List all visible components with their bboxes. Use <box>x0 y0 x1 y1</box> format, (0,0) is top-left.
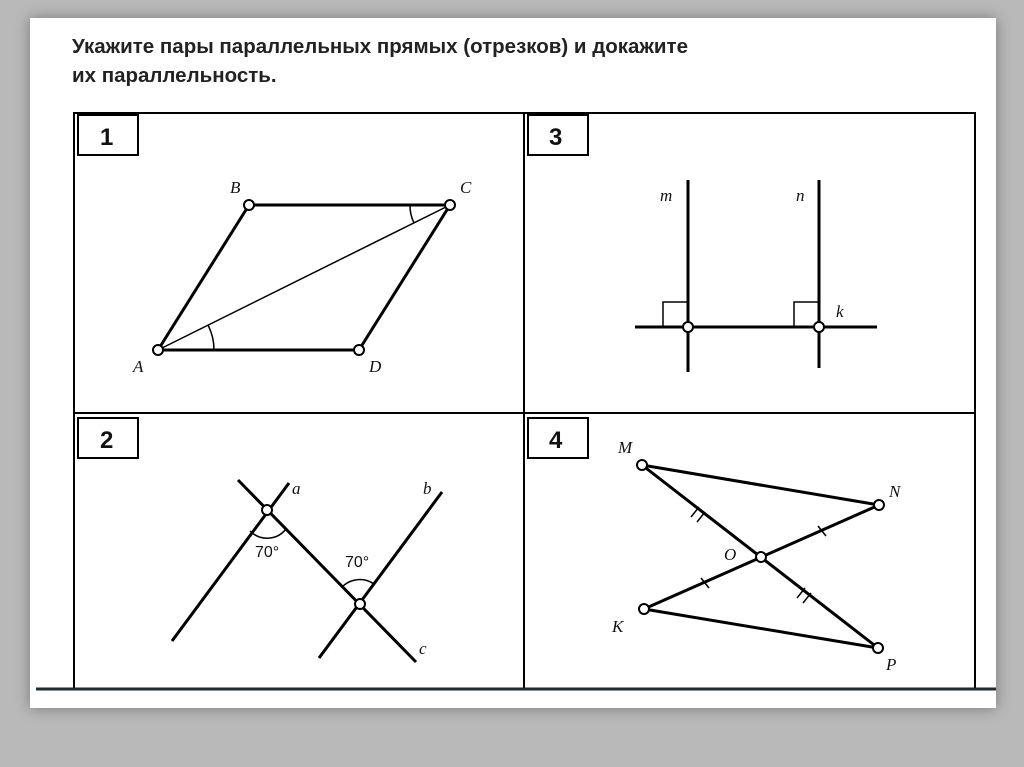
label-k: k <box>836 302 844 321</box>
label-m-point: M <box>618 438 633 457</box>
label-line-b: b <box>423 479 432 498</box>
point-k <box>639 604 649 614</box>
intersection-n-k <box>814 322 824 332</box>
label-d: D <box>369 357 382 376</box>
label-n-point: N <box>889 482 901 501</box>
intersection-b-c <box>355 599 365 609</box>
equal-marks-double <box>691 507 811 603</box>
angle-arc-a <box>208 325 214 350</box>
point-m <box>637 460 647 470</box>
panel-2-lines <box>172 480 442 662</box>
point-a <box>153 345 163 355</box>
segment-mn <box>642 465 879 505</box>
point-d <box>354 345 364 355</box>
point-o <box>756 552 766 562</box>
side-ab <box>158 205 249 350</box>
segment-kp <box>644 609 878 648</box>
label-k-point: K <box>612 617 624 636</box>
panel-number-1: 1 <box>100 124 114 151</box>
side-cd <box>359 205 450 350</box>
point-b <box>244 200 254 210</box>
heading-line-2: их параллельность. <box>72 64 277 87</box>
panel-number-3: 3 <box>549 124 563 151</box>
point-n <box>874 500 884 510</box>
angle-label-2: 70° <box>345 554 370 571</box>
panel-number-2: 2 <box>100 427 114 454</box>
label-m: m <box>660 186 673 205</box>
label-line-a: a <box>292 479 301 498</box>
angle-arc-70-bottom <box>343 580 374 586</box>
panel-1-parallelogram <box>158 205 450 350</box>
angle-arc-c <box>410 205 414 223</box>
label-o-point: O <box>724 545 737 564</box>
number-tags <box>78 115 588 458</box>
label-c: C <box>460 178 472 197</box>
label-n: n <box>796 186 805 205</box>
line-b <box>319 492 442 658</box>
panel-number-4: 4 <box>549 427 563 454</box>
label-p-point: P <box>886 655 897 674</box>
panel-grid <box>74 113 975 689</box>
intersection-a-c <box>262 505 272 515</box>
intersection-m-k <box>683 322 693 332</box>
label-b: B <box>230 178 241 197</box>
panel-3-perpendiculars <box>635 180 877 372</box>
label-a: A <box>133 357 144 376</box>
label-line-c: c <box>419 639 427 658</box>
point-c <box>445 200 455 210</box>
angle-label-1: 70° <box>255 544 280 561</box>
heading-line-1: Укажите пары параллельных прямых (отрезков) и докажите <box>72 35 688 58</box>
point-p <box>873 643 883 653</box>
